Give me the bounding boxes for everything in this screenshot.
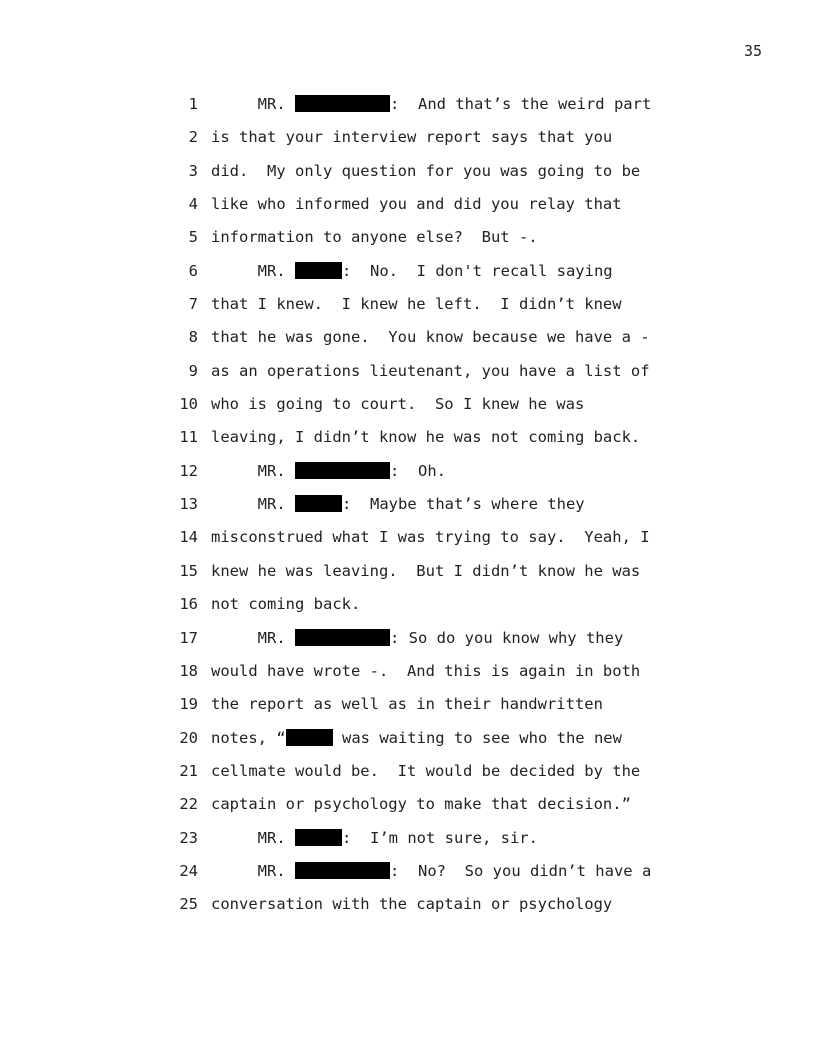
transcript-line — [178, 826, 678, 859]
line-number: 20 — [179, 728, 198, 747]
line-text: like who informed you and did you relay that — [211, 195, 622, 214]
line-number: 13 — [179, 495, 198, 514]
line-number: 9 — [188, 361, 198, 380]
line-text: MR. — [211, 461, 295, 480]
line-number: 12 — [179, 461, 198, 480]
redaction-block — [295, 862, 390, 879]
line-number: 8 — [188, 328, 198, 347]
line-number: 14 — [179, 528, 198, 547]
transcript-line — [178, 359, 678, 392]
line-text: : Oh. — [390, 461, 446, 480]
line-text: was waiting to see who the new — [332, 728, 622, 747]
redaction-block — [295, 629, 390, 646]
transcript-line — [178, 425, 678, 458]
line-text: who is going to court. So I knew he was — [211, 395, 585, 414]
transcript-line — [178, 292, 678, 325]
transcript-line — [178, 726, 678, 759]
line-number: 6 — [188, 261, 198, 280]
line-text: : No. I don't recall saying — [342, 261, 613, 280]
line-number: 15 — [179, 561, 198, 580]
transcript-line — [178, 159, 678, 192]
transcript-line — [178, 892, 678, 925]
line-text: cellmate would be. It would be decided by the — [211, 761, 641, 780]
line-text: MR. — [211, 628, 295, 647]
line-number: 16 — [179, 595, 198, 614]
line-text: would have wrote -. And this is again in both — [211, 661, 641, 680]
line-number: 21 — [179, 761, 198, 780]
transcript-line — [178, 859, 678, 892]
line-text: as an operations lieutenant, you have a list of — [211, 361, 650, 380]
line-text: MR. — [211, 828, 295, 847]
transcript-body — [178, 92, 678, 926]
line-number: 23 — [179, 828, 198, 847]
line-number: 25 — [179, 895, 198, 914]
page-number: 35 — [743, 42, 762, 60]
transcript-line — [178, 225, 678, 258]
transcript-line — [178, 125, 678, 158]
line-number: 17 — [179, 628, 198, 647]
line-number: 18 — [179, 661, 198, 680]
line-text: did. My only question for you was going to be — [211, 161, 641, 180]
line-number: 10 — [179, 395, 198, 414]
line-text: : Maybe that’s where they — [342, 495, 585, 514]
redaction-block — [295, 462, 390, 479]
line-text: notes, “ — [211, 728, 286, 747]
transcript-line — [178, 192, 678, 225]
line-number: 19 — [179, 695, 198, 714]
transcript-line — [178, 325, 678, 358]
line-text: that he was gone. You know because we have a - — [211, 328, 650, 347]
line-number: 4 — [188, 195, 198, 214]
transcript-line — [178, 592, 678, 625]
transcript-line — [178, 759, 678, 792]
line-number: 24 — [179, 861, 198, 880]
redaction-block — [295, 495, 342, 512]
transcript-line — [178, 525, 678, 558]
transcript-line — [178, 92, 678, 125]
line-number: 5 — [188, 228, 198, 247]
line-text: leaving, I didn’t know he was not coming back. — [211, 428, 641, 447]
line-text: captain or psychology to make that decision.” — [211, 795, 631, 814]
transcript-line — [178, 559, 678, 592]
line-text: conversation with the captain or psychology — [211, 895, 613, 914]
transcript-line — [178, 459, 678, 492]
line-text: MR. — [211, 861, 295, 880]
line-text: MR. — [211, 261, 295, 280]
line-number: 2 — [188, 128, 198, 147]
transcript-line — [178, 792, 678, 825]
line-text: information to anyone else? But -. — [211, 228, 538, 247]
line-number: 22 — [179, 795, 198, 814]
line-text: MR. — [211, 495, 295, 514]
redaction-block — [295, 262, 342, 279]
redaction-block — [295, 95, 390, 112]
line-text: is that your interview report says that you — [211, 128, 613, 147]
redaction-block — [295, 829, 342, 846]
transcript-line — [178, 659, 678, 692]
transcript-line — [178, 692, 678, 725]
line-text: not coming back. — [211, 595, 361, 614]
line-number: 11 — [179, 428, 198, 447]
line-text: the report as well as in their handwritten — [211, 695, 603, 714]
line-text: that I knew. I knew he left. I didn’t knew — [211, 295, 622, 314]
redaction-block — [286, 729, 333, 746]
transcript-line — [178, 626, 678, 659]
line-text: : No? So you didn’t have a — [390, 861, 652, 880]
transcript-line — [178, 492, 678, 525]
line-text: misconstrued what I was trying to say. Yeah, I — [211, 528, 650, 547]
line-number: 7 — [188, 295, 198, 314]
transcript-line — [178, 259, 678, 292]
transcript-line — [178, 392, 678, 425]
line-text: MR. — [211, 95, 295, 113]
line-text: : I’m not sure, sir. — [342, 828, 538, 847]
line-text: knew he was leaving. But I didn’t know he was — [211, 561, 641, 580]
line-text: : And that’s the weird part — [390, 95, 652, 113]
line-number: 1 — [188, 95, 198, 113]
line-text: : So do you know why they — [390, 628, 624, 647]
line-number: 3 — [188, 161, 198, 180]
